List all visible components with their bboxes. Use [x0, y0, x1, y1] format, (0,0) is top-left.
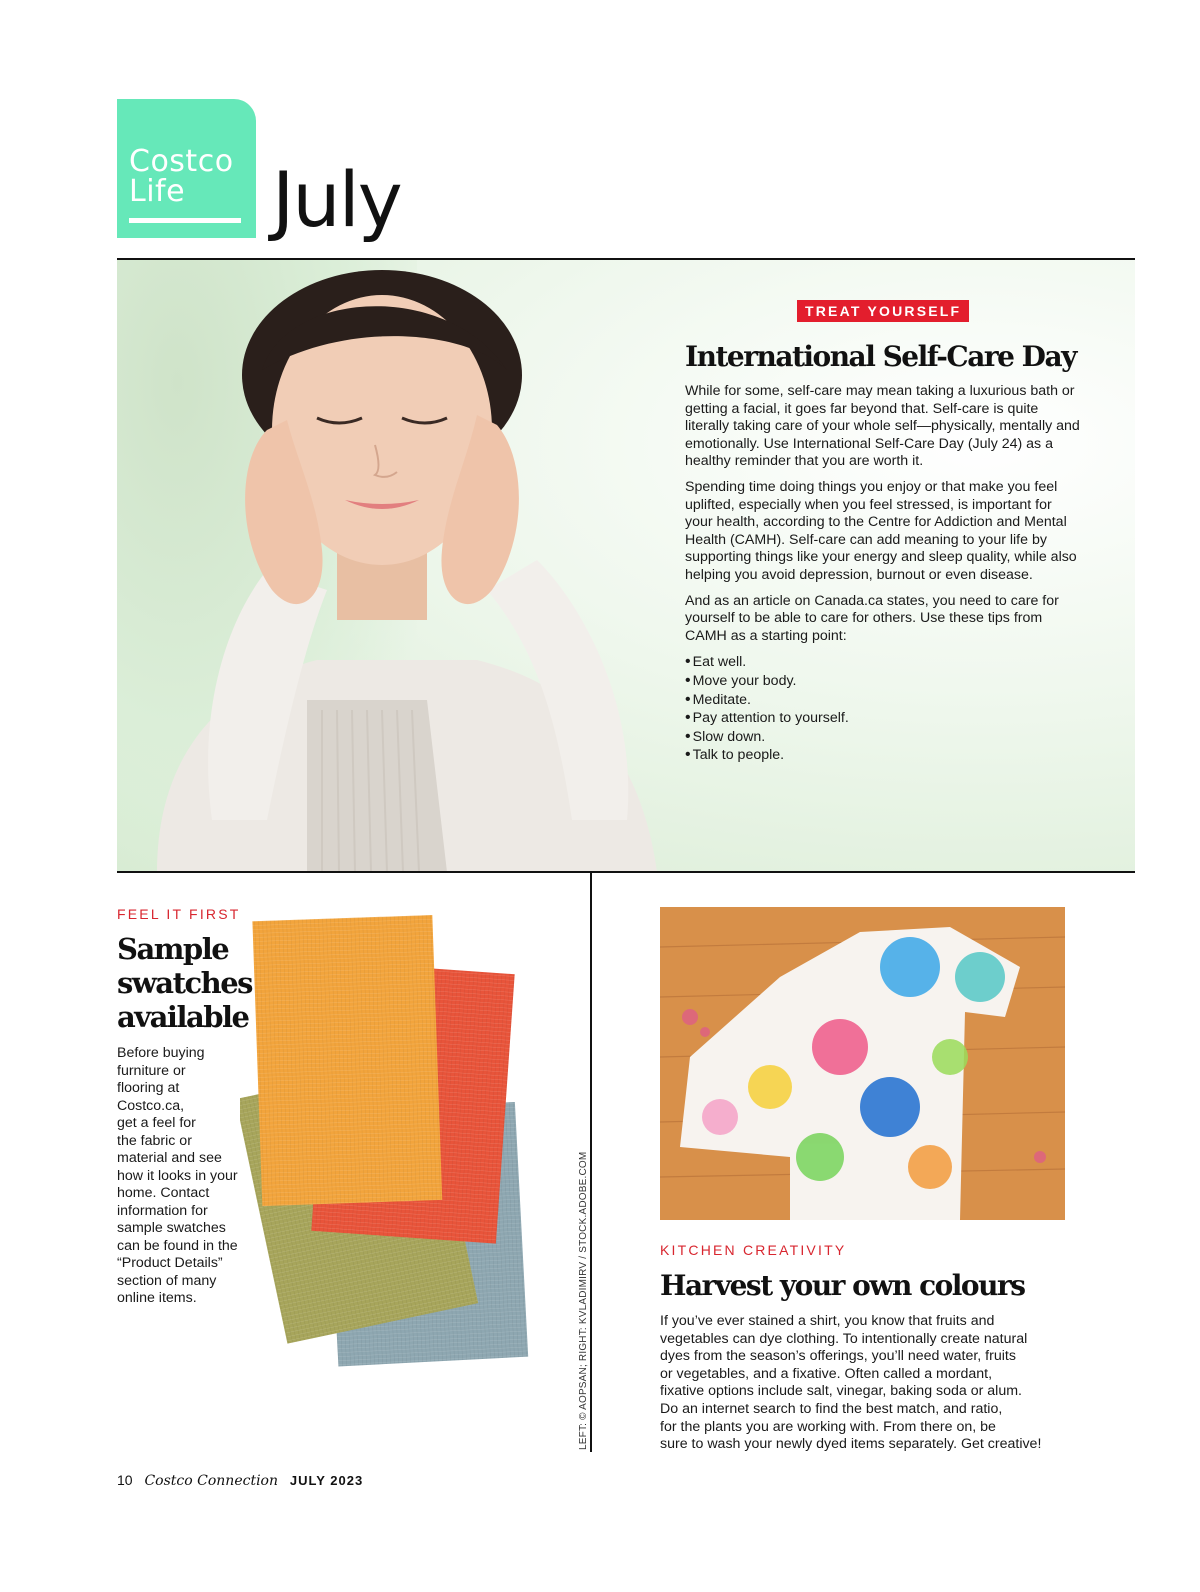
- text-line: furniture or: [117, 1062, 186, 1079]
- treat-yourself-tag: TREAT YOURSELF: [797, 300, 969, 322]
- text-line: vegetables can dye clothing. To intentionally create natural: [660, 1330, 1028, 1347]
- text-line: Before buying: [117, 1045, 205, 1061]
- swatches-body: [117, 1045, 238, 1308]
- magazine-name: Costco Connection: [144, 1473, 278, 1489]
- text-line: for the plants you are working with. From there on, be: [660, 1418, 996, 1435]
- dyes-title: Harvest your own colours: [660, 1269, 1025, 1302]
- text-line: home. Contact: [117, 1185, 210, 1201]
- text-line: sample swatches: [117, 1220, 226, 1236]
- column-divider: [590, 872, 592, 1452]
- page-number: 10: [117, 1472, 133, 1488]
- costco-life-badge: [117, 99, 256, 238]
- badge-text: [129, 144, 234, 209]
- feature-paragraph-3: And as an article on Canada.ca states, you need to care for yourself to be able to care for others. Use these tips from CAMH as a starting point:: [685, 592, 1059, 644]
- tie-dye-shirt-photo: [660, 907, 1065, 1220]
- swatches-title: [117, 932, 252, 1034]
- list-item: • Pay attention to yourself.: [685, 709, 1080, 728]
- list-item: • Slow down.: [685, 728, 1080, 747]
- text-line: can be found in the: [117, 1237, 238, 1254]
- woman-self-care-photo: [117, 260, 677, 872]
- text-line: flooring at: [117, 1080, 180, 1096]
- feel-it-first-kicker: FEEL IT FIRST: [117, 906, 241, 922]
- swatches-title-line: available: [117, 1000, 249, 1034]
- feature-paragraph-2: Spending time doing things you enjoy or that make you feel uplifted, especially when you feel stressed, is important for your health, according to the Centre for Addiction and Mental Health (CAMH). Self-care can add meaning to your life by supporting things like your energy and sleep quality, while also helping you avoid depression, burnout or even disease.: [685, 478, 1077, 583]
- badge-line-2: Life: [129, 174, 186, 209]
- swatches-title-line: Sample: [117, 932, 229, 966]
- text-line: Do an internet search to find the best match, and ratio,: [660, 1400, 1003, 1417]
- list-item: • Move your body.: [685, 672, 1080, 691]
- feature-body: [685, 383, 1080, 765]
- hero-bottom-divider: [117, 871, 1135, 873]
- list-item: • Meditate.: [685, 691, 1080, 710]
- text-line: online items.: [117, 1290, 197, 1306]
- photo-credit: LEFT: © AOPSAN; RIGHT: KVLADIMIRV / STOCK.ADOBE.COM: [578, 1151, 589, 1450]
- page-title: July: [272, 155, 401, 244]
- feature-title: International Self-Care Day: [685, 340, 1076, 373]
- dyes-body: [660, 1313, 1041, 1454]
- text-line: fixative options include salt, vinegar, baking soda or alum.: [660, 1383, 1022, 1400]
- text-line: sure to wash your newly dyed items separately. Get creative!: [660, 1436, 1042, 1453]
- text-line: the fabric or: [117, 1132, 192, 1149]
- text-line: “Product Details”: [117, 1255, 223, 1271]
- self-care-tips-list: [685, 653, 1080, 765]
- text-line: or vegetables, and a fixative. Often called a mordant,: [660, 1365, 993, 1382]
- text-line: section of many: [117, 1272, 217, 1289]
- text-line: information for: [117, 1202, 208, 1219]
- text-line: dyes from the season’s offerings, you’ll need water, fruits: [660, 1348, 1016, 1365]
- fabric-swatches-photo: [240, 910, 540, 1380]
- feature-paragraph-1: While for some, self-care may mean taking a luxurious bath or getting a facial, it goes far beyond that. Self-care is quite literally taking care of your whole self—physically, mentally and emotionally. Use International Self-Care Day (July 24) as a healthy reminder that you are worth it.: [685, 383, 1080, 470]
- text-line: Costco.ca,: [117, 1097, 185, 1114]
- text-line: how it looks in your: [117, 1167, 238, 1184]
- badge-underline: [129, 218, 241, 223]
- swatches-title-line: swatches: [117, 966, 252, 1000]
- page-footer: [117, 1472, 363, 1489]
- kitchen-creativity-kicker: KITCHEN CREATIVITY: [660, 1242, 847, 1258]
- badge-line-1: Costco: [129, 144, 234, 179]
- text-line: If you’ve ever stained a shirt, you know that fruits and: [660, 1313, 995, 1329]
- text-line: material and see: [117, 1150, 222, 1166]
- text-line: get a feel for: [117, 1115, 196, 1131]
- issue-date: JULY 2023: [289, 1473, 364, 1488]
- list-item: • Talk to people.: [685, 746, 1080, 765]
- list-item: • Eat well.: [685, 653, 1080, 672]
